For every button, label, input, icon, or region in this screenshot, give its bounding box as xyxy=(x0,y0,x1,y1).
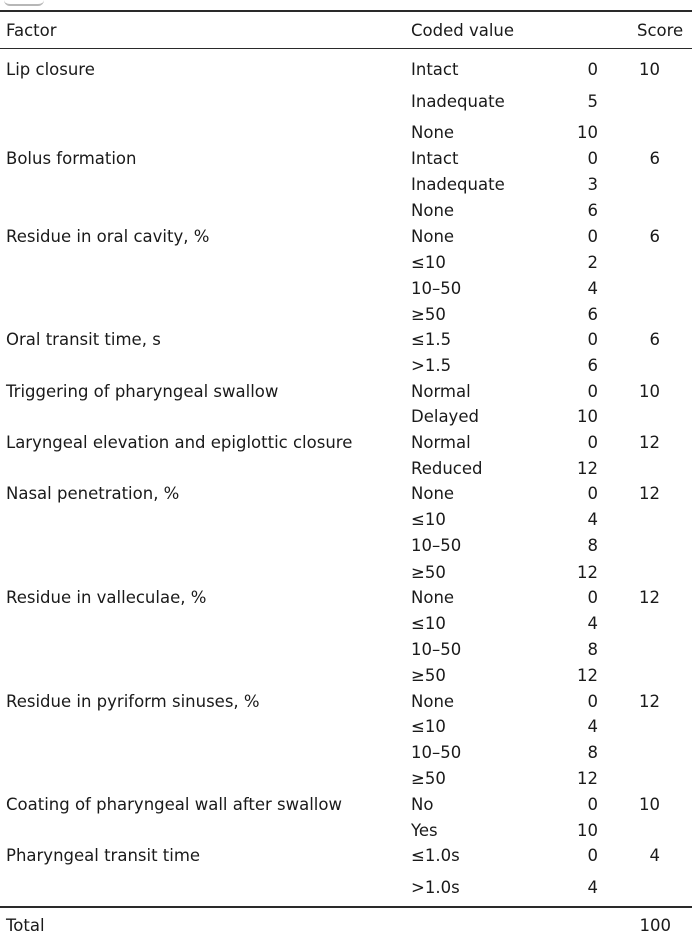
coded-level-value: 0 xyxy=(587,795,598,814)
score-cell: 6 xyxy=(649,149,660,168)
coded-level-label: ≤10 xyxy=(411,717,446,736)
factor-cell: Bolus formation xyxy=(6,149,137,168)
score-cell: 10 xyxy=(639,795,660,814)
coded-level-value: 12 xyxy=(577,666,598,685)
coded-level-label: Delayed xyxy=(411,407,479,426)
factor-cell: Coating of pharyngeal wall after swallow xyxy=(6,795,342,814)
score-cell: 6 xyxy=(649,330,660,349)
coded-level-value: 10 xyxy=(577,123,598,142)
coded-level-value: 3 xyxy=(587,175,598,194)
coded-level-label: No xyxy=(411,795,434,814)
coded-level-value: 0 xyxy=(587,227,598,246)
coded-level-value: 0 xyxy=(587,382,598,401)
coded-level-value: 10 xyxy=(577,821,598,840)
score-cell: 12 xyxy=(639,484,660,503)
coded-level-label: Reduced xyxy=(411,459,483,478)
coded-level-label: 10–50 xyxy=(411,279,462,298)
factor-cell: Lip closure xyxy=(6,60,95,79)
coded-level-value: 5 xyxy=(587,92,598,111)
coded-level-label: None xyxy=(411,201,455,220)
coded-level-label: 10–50 xyxy=(411,640,462,659)
coded-level-label: None xyxy=(411,692,455,711)
coded-level-value: 12 xyxy=(577,563,598,582)
coded-level-value: 4 xyxy=(587,510,598,529)
coded-level-value: 0 xyxy=(587,433,598,452)
score-cell: 6 xyxy=(649,227,660,246)
factor-cell: Laryngeal elevation and epiglottic closure xyxy=(6,433,353,452)
coded-level-label: >1.0s xyxy=(411,878,460,897)
coded-level-value: 0 xyxy=(587,60,598,79)
coded-level-value: 8 xyxy=(587,743,598,762)
coded-level-value: 8 xyxy=(587,640,598,659)
coded-level-label: Normal xyxy=(411,382,471,401)
coded-level-value: 10 xyxy=(577,407,598,426)
score-cell: 10 xyxy=(639,382,660,401)
coded-level-label: Intact xyxy=(411,60,459,79)
table-top-rule xyxy=(0,10,692,12)
coded-level-label: ≤1.0s xyxy=(411,846,460,865)
coded-level-label: None xyxy=(411,227,455,246)
coded-level-label: ≤10 xyxy=(411,614,446,633)
score-cell: 10 xyxy=(639,60,660,79)
coded-level-value: 6 xyxy=(587,305,598,324)
factor-cell: Residue in oral cavity, % xyxy=(6,227,210,246)
coded-level-label: 10–50 xyxy=(411,536,462,555)
coded-level-label: ≤10 xyxy=(411,510,446,529)
cropped-header-fragment xyxy=(4,0,44,6)
score-cell: 12 xyxy=(639,692,660,711)
coded-level-label: ≤1.5 xyxy=(411,330,452,349)
factor-cell: Residue in valleculae, % xyxy=(6,588,207,607)
coded-level-label: ≤10 xyxy=(411,253,446,272)
coded-level-value: 4 xyxy=(587,614,598,633)
coded-level-label: None xyxy=(411,484,455,503)
coded-level-value: 0 xyxy=(587,846,598,865)
factor-cell: Oral transit time, s xyxy=(6,330,161,349)
header-score: Score xyxy=(637,21,684,40)
coded-level-value: 4 xyxy=(587,279,598,298)
coded-level-label: ≥50 xyxy=(411,666,446,685)
coded-level-value: 0 xyxy=(587,330,598,349)
coded-level-value: 6 xyxy=(587,201,598,220)
factor-cell: Triggering of pharyngeal swallow xyxy=(6,382,279,401)
coded-level-value: 0 xyxy=(587,149,598,168)
coded-level-value: 12 xyxy=(577,459,598,478)
coded-level-label: ≥50 xyxy=(411,305,446,324)
coded-level-value: 4 xyxy=(587,717,598,736)
total-score: 100 xyxy=(639,916,671,935)
coded-level-label: None xyxy=(411,588,455,607)
coded-level-value: 0 xyxy=(587,588,598,607)
coded-level-label: Yes xyxy=(411,821,438,840)
coded-level-label: 10–50 xyxy=(411,743,462,762)
coded-level-label: None xyxy=(411,123,455,142)
coded-level-label: Inadequate xyxy=(411,92,505,111)
coded-level-value: 4 xyxy=(587,878,598,897)
coded-level-label: Inadequate xyxy=(411,175,505,194)
coded-level-label: >1.5 xyxy=(411,356,452,375)
total-label: Total xyxy=(6,916,45,935)
header-coded-value: Coded value xyxy=(411,21,515,40)
header-factor: Factor xyxy=(6,21,57,40)
coded-level-label: Intact xyxy=(411,149,459,168)
coded-level-value: 6 xyxy=(587,356,598,375)
table-bottom-rule xyxy=(0,906,692,908)
header-rule xyxy=(0,48,692,49)
coded-level-value: 0 xyxy=(587,484,598,503)
coded-level-label: ≥50 xyxy=(411,563,446,582)
score-cell: 12 xyxy=(639,433,660,452)
coded-level-value: 12 xyxy=(577,769,598,788)
factor-cell: Nasal penetration, % xyxy=(6,484,180,503)
factor-cell: Pharyngeal transit time xyxy=(6,846,201,865)
coded-level-value: 8 xyxy=(587,536,598,555)
factor-cell: Residue in pyriform sinuses, % xyxy=(6,692,260,711)
score-cell: 12 xyxy=(639,588,660,607)
score-cell: 4 xyxy=(649,846,660,865)
coded-level-label: ≥50 xyxy=(411,769,446,788)
coded-level-value: 0 xyxy=(587,692,598,711)
coded-level-label: Normal xyxy=(411,433,471,452)
coded-level-value: 2 xyxy=(587,253,598,272)
